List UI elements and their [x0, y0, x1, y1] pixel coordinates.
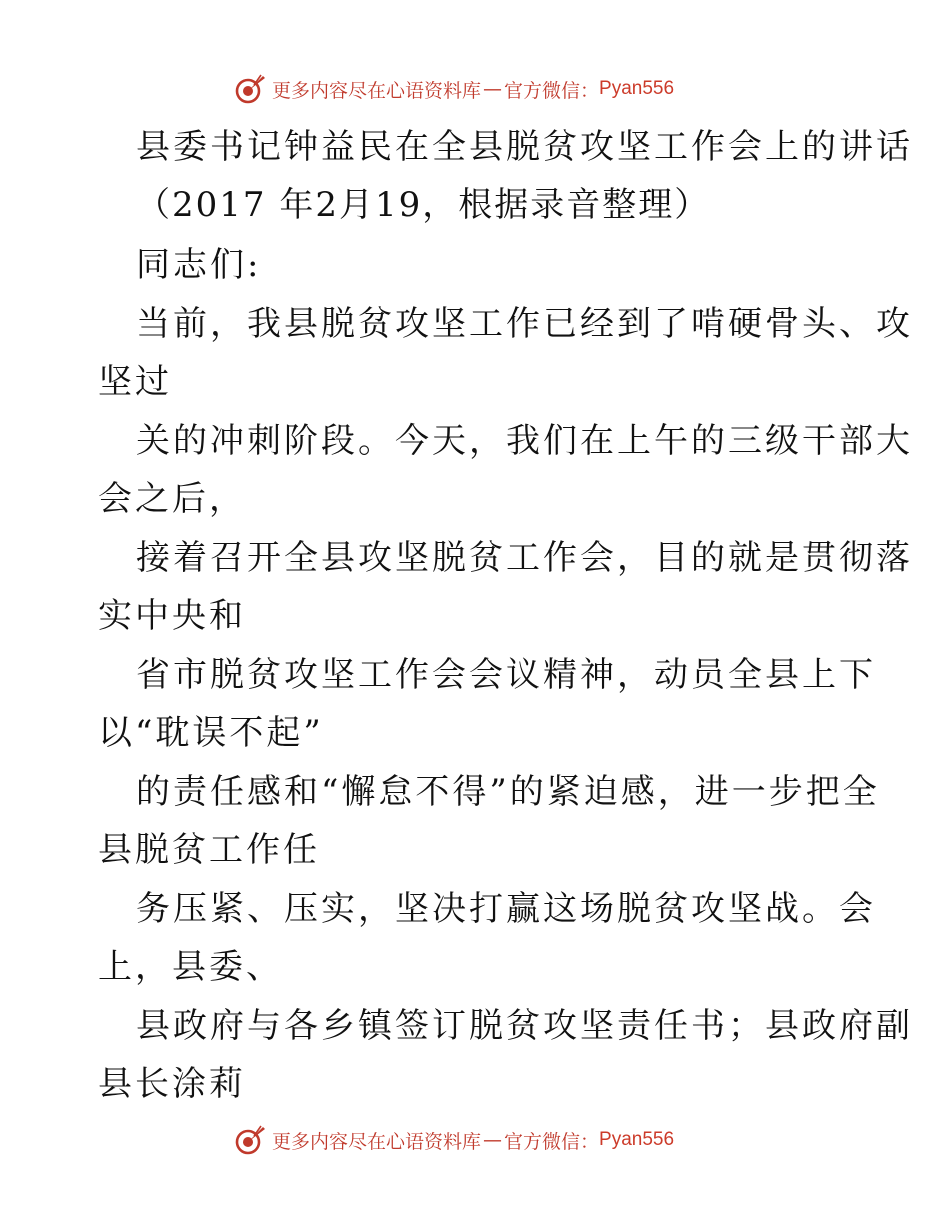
paragraph-line: 会之后，: [98, 479, 246, 519]
watermark-wechat-label: 官方微信：: [504, 1130, 600, 1153]
paragraph-line: 县脱贫工作任: [98, 830, 320, 870]
salutation: 同志们:: [136, 245, 262, 285]
document-title: 县委书记钟益民在全县脱贫攻坚工作会上的讲话: [136, 127, 913, 167]
watermark-wechat-id: Pyan556: [599, 78, 675, 99]
watermark-wechat-label: 官方微信：: [504, 79, 600, 102]
paragraph-line: 的责任感和“懈怠不得”的紧迫感，进一步把全: [136, 772, 880, 812]
watermark-dash: —: [483, 78, 503, 100]
paragraph-line: 省市脱贫攻坚工作会会议精神，动员全县上下: [136, 655, 876, 695]
paragraph-line: 上，县委、: [98, 947, 283, 987]
paragraph-line: 务压紧、压实，坚决打赢这场脱贫攻坚战。会: [136, 889, 876, 929]
paragraph-line: 关的冲刺阶段。今天，我们在上午的三级干部大: [136, 421, 913, 461]
quill-seal-icon: [234, 1124, 266, 1156]
document-subtitle: （2017 年2月19，根据录音整理）: [136, 185, 711, 225]
watermark-text: 更多内容尽在心语资料库: [272, 1130, 482, 1153]
watermark-footer: [234, 1123, 674, 1157]
paragraph-line: 接着召开全县攻坚脱贫工作会，目的就是贯彻落: [136, 538, 913, 578]
watermark-dash: —: [483, 1129, 503, 1151]
paragraph-line: 以“耽误不起”: [98, 713, 324, 753]
watermark-text: 更多内容尽在心语资料库: [272, 79, 482, 102]
watermark-wechat-id: Pyan556: [599, 1129, 675, 1150]
paragraph-line: 实中央和: [98, 596, 246, 636]
paragraph-line: 县长涂莉: [98, 1064, 246, 1104]
paragraph-line: 坚过: [98, 362, 172, 402]
paragraph-line: 当前，我县脱贫攻坚工作已经到了啃硬骨头、攻: [136, 304, 913, 344]
paragraph-line: 县政府与各乡镇签订脱贫攻坚责任书；县政府副: [136, 1006, 913, 1046]
